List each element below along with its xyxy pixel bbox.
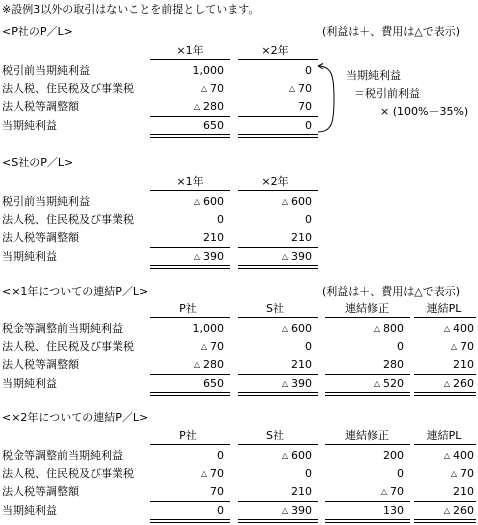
consol-y2-row-label: 法人税、住民税及び事業税	[2, 467, 134, 480]
p-pl-value: △ 70	[288, 82, 312, 95]
consol-y1-total-line	[238, 374, 318, 375]
consol-y1-total-line	[414, 374, 476, 375]
annotation-line2: ＝税引前利益	[354, 87, 420, 100]
consol-y1-value: △ 70	[450, 340, 474, 353]
p-pl-value: △ 280	[193, 100, 224, 113]
consol-y2-total-line	[414, 501, 476, 502]
consol-y2-value: 0	[217, 449, 224, 462]
consol-y2-value: 210	[453, 485, 474, 498]
negative-triangle-icon: △	[281, 324, 288, 333]
p-pl-row-label: 当期純利益	[2, 119, 57, 132]
p-pl-value: 0	[305, 119, 312, 132]
consol-y2-value: △ 70	[380, 485, 404, 498]
consol-y1-header-p: P社	[179, 302, 197, 315]
negative-triangle-icon: △	[281, 197, 288, 206]
p-pl-row-label: 法人税、住民税及び事業税	[2, 82, 134, 95]
consol-y1-value: 210	[291, 358, 312, 371]
s-pl-double-line	[238, 265, 318, 269]
page-note: ※設例3以外の取引はないことを前提としています。	[2, 3, 260, 16]
consol-y2-value: 130	[383, 504, 404, 517]
consol-y1-total-line	[150, 374, 230, 375]
consol-y2-total-line	[238, 501, 318, 502]
consol-y2-total-line	[150, 501, 230, 502]
p-pl-title: <P社のP／L>	[2, 25, 73, 38]
consol-y1-value: 650	[203, 377, 224, 390]
consol-y2-header-pl: 連結PL	[426, 429, 462, 442]
consol-y2-double-line	[238, 519, 318, 523]
consol-y2-header-s: S社	[266, 429, 284, 442]
consol-y2-row-label: 当期純利益	[2, 504, 57, 517]
s-pl-value: △ 390	[193, 250, 224, 263]
s-pl-value: 210	[203, 231, 224, 244]
negative-triangle-icon: △	[200, 84, 207, 93]
p-pl-header-y2: ×2年	[261, 44, 289, 57]
consol-y1-double-line	[414, 392, 476, 396]
consol-y2-row-label: 法人税等調整額	[2, 485, 79, 498]
consol-y1-value: 0	[397, 340, 404, 353]
consol-y1-value: △ 390	[281, 377, 312, 390]
s-pl-header-line-y1	[150, 190, 230, 191]
s-pl-row-label: 法人税、住民税及び事業税	[2, 213, 134, 226]
s-pl-total-line	[238, 247, 318, 248]
consol-y1-value: 280	[383, 358, 404, 371]
consol-y1-value: △ 280	[193, 358, 224, 371]
consol-y2-double-line	[150, 519, 230, 523]
consol-y2-value: 210	[291, 485, 312, 498]
consol-y1-double-line	[238, 392, 318, 396]
consol-y1-value: 1,000	[192, 322, 224, 335]
consol-y2-value: 200	[383, 449, 404, 462]
negative-triangle-icon: △	[200, 469, 207, 478]
consol-y1-row-label: 法人税、住民税及び事業税	[2, 340, 134, 353]
negative-triangle-icon: △	[281, 451, 288, 460]
negative-triangle-icon: △	[193, 197, 200, 206]
s-pl-value: △ 600	[193, 195, 224, 208]
p-pl-value: △ 70	[200, 82, 224, 95]
p-pl-double-line	[150, 134, 230, 138]
annotation-line3: × (100%－35%)	[380, 105, 469, 118]
p-pl-value: 70	[298, 100, 312, 113]
negative-triangle-icon: △	[193, 360, 200, 369]
negative-triangle-icon: △	[288, 84, 295, 93]
consol-y1-title: <×1年についての連結P／L>	[2, 285, 149, 298]
consol-y2-total-line	[325, 501, 410, 502]
s-pl-value: 210	[291, 231, 312, 244]
s-pl-value: △ 390	[281, 250, 312, 263]
consol-y2-header-line	[414, 444, 476, 445]
s-pl-double-line	[150, 265, 230, 269]
consol-y1-header-pl: 連結PL	[426, 302, 462, 315]
negative-triangle-icon: △	[193, 252, 200, 261]
s-pl-row-label: 税引前当期純利益	[2, 195, 90, 208]
p-pl-row-label: 税引前当期純利益	[2, 64, 90, 77]
p-pl-total-line	[238, 116, 318, 117]
negative-triangle-icon: △	[281, 506, 288, 515]
consol-y1-double-line	[150, 392, 230, 396]
consol-y2-value: 0	[217, 504, 224, 517]
consol-y1-header-adj: 連結修正	[345, 302, 389, 315]
consol-y2-value: 0	[305, 467, 312, 480]
p-pl-total-line	[150, 116, 230, 117]
consol-y1-double-line	[325, 392, 410, 396]
consol-y2-value: △ 400	[443, 449, 474, 462]
consol-y1-header-s: S社	[266, 302, 284, 315]
s-pl-header-line-y2	[238, 190, 318, 191]
consol-y2-value: 70	[210, 485, 224, 498]
consol-y1-value: △ 520	[373, 377, 404, 390]
s-pl-value: 0	[305, 213, 312, 226]
consol-y2-header-line	[325, 444, 410, 445]
negative-triangle-icon: △	[443, 324, 450, 333]
consol-y1-value: △ 70	[200, 340, 224, 353]
negative-triangle-icon: △	[450, 469, 457, 478]
consol-y1-header-line	[150, 317, 230, 318]
negative-triangle-icon: △	[281, 379, 288, 388]
consol-y1-header-line	[414, 317, 476, 318]
p-pl-value: 1,000	[192, 64, 224, 77]
s-pl-value: △ 600	[281, 195, 312, 208]
negative-triangle-icon: △	[193, 102, 200, 111]
negative-triangle-icon: △	[373, 379, 380, 388]
s-pl-title: <S社のP／L>	[2, 156, 74, 169]
consol-y1-header-line	[325, 317, 410, 318]
p-pl-header-line-y1	[150, 59, 230, 60]
consol-y2-double-line	[414, 519, 476, 523]
consol-y1-header-line	[238, 317, 318, 318]
consol-y2-double-line	[325, 519, 410, 523]
consol-y1-row-label: 法人税等調整額	[2, 358, 79, 371]
p-pl-value: 650	[203, 119, 224, 132]
consol-y2-value: △ 70	[450, 467, 474, 480]
consol-y1-row-label: 税金等調整前当期純利益	[2, 322, 123, 335]
consol-y2-value: △ 70	[200, 467, 224, 480]
s-pl-header-y2: ×2年	[261, 175, 289, 188]
consol-y2-header-line	[238, 444, 318, 445]
consol-y2-value: △ 390	[281, 504, 312, 517]
consol-y1-value: 0	[305, 340, 312, 353]
p-pl-header-y1: ×1年	[176, 44, 204, 57]
s-pl-total-line	[150, 247, 230, 248]
consol-y1-total-line	[325, 374, 410, 375]
p-pl-header-line-y2	[238, 59, 318, 60]
p-pl-row-label: 法人税等調整額	[2, 100, 79, 113]
negative-triangle-icon: △	[281, 252, 288, 261]
annotation-line1: 当期純利益	[346, 69, 401, 82]
negative-triangle-icon: △	[380, 487, 387, 496]
legend-note-1: (利益は＋、費用は△で表示)	[322, 25, 461, 38]
negative-triangle-icon: △	[450, 342, 457, 351]
consol-y2-value: 0	[397, 467, 404, 480]
negative-triangle-icon: △	[373, 324, 380, 333]
consol-y2-header-adj: 連結修正	[345, 429, 389, 442]
consol-y2-value: △ 600	[281, 449, 312, 462]
consol-y1-value: △ 800	[373, 322, 404, 335]
consol-y1-value: △ 260	[443, 377, 474, 390]
consol-y1-value: △ 600	[281, 322, 312, 335]
negative-triangle-icon: △	[443, 506, 450, 515]
consol-y1-value: 210	[453, 358, 474, 371]
consol-y1-value: △ 400	[443, 322, 474, 335]
consol-y2-header-p: P社	[179, 429, 197, 442]
s-pl-row-label: 当期純利益	[2, 250, 57, 263]
consol-y1-row-label: 当期純利益	[2, 377, 57, 390]
consol-y2-header-line	[150, 444, 230, 445]
consol-y2-row-label: 税金等調整前当期純利益	[2, 449, 123, 462]
consol-y2-title: <×2年についての連結P／L>	[2, 411, 149, 424]
consol-y2-value: △ 260	[443, 504, 474, 517]
p-pl-value: 0	[305, 64, 312, 77]
s-pl-header-y1: ×1年	[176, 175, 204, 188]
legend-note-2: (利益は＋、費用は△で表示)	[322, 285, 461, 298]
negative-triangle-icon: △	[443, 451, 450, 460]
negative-triangle-icon: △	[443, 379, 450, 388]
negative-triangle-icon: △	[200, 342, 207, 351]
s-pl-row-label: 法人税等調整額	[2, 231, 79, 244]
curly-brace-arrow-icon	[312, 62, 340, 136]
p-pl-double-line	[238, 134, 318, 138]
s-pl-value: 0	[217, 213, 224, 226]
